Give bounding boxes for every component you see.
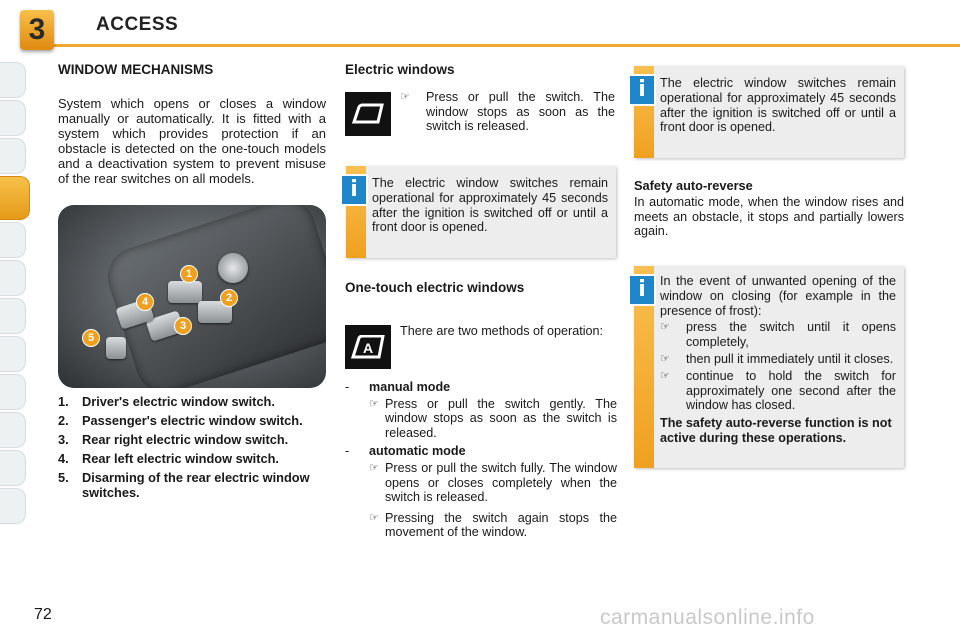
info-box-frost [634,266,904,468]
section-heading-window-mechanisms: WINDOW MECHANISMS [58,62,214,77]
chapter-tab[interactable] [0,488,26,524]
header-rule [40,44,960,47]
section-heading-electric-windows: Electric windows [345,62,455,77]
photo-label: 2 [220,289,238,307]
electric-bullet: ☞ Press or pull the switch. The window stops as soon as the switch is released. [400,90,615,134]
photo-label: 4 [136,293,154,311]
automatic-mode-text: ☞ Press or pull the switch fully. The window opens or closes completely when the switch is released. [369,460,617,505]
legend-item: 3. Rear right electric window switch. [58,432,289,447]
photo-label: 3 [174,317,192,335]
manual-mode-label: manual mode [369,380,451,394]
info-icon: i [628,274,656,306]
info-icon: i [340,174,368,206]
chapter-tab[interactable] [0,336,26,372]
manual-mode-text: ☞ Press or pull the switch gently. The window stops as soon as the switch is released. [369,396,617,440]
chapter-tab[interactable] [0,374,26,410]
chapter-tab[interactable] [0,100,26,136]
photo-legend [58,394,330,504]
watermark: carmanualsonline.info [600,606,815,629]
frost-intro: In the event of unwanted opening of the window on closing (for example in the presence of frost): [660,274,896,318]
page-number: 72 [34,606,52,623]
mirror-knob [218,253,248,283]
switch-5 [106,337,126,359]
chapter-tab-active[interactable] [0,176,30,220]
switch-panel-photo [58,205,326,388]
frost-warning: The safety auto-reverse function is not active during these operations. [660,416,892,445]
frost-step: ☞ press the switch until it opens completely, [660,320,896,350]
frost-step: ☞ continue to hold the switch for approximately one second after the window has closed. [660,368,896,413]
chapter-tab[interactable] [0,62,26,98]
photo-label: 5 [82,329,100,347]
chapter-tab[interactable] [0,138,26,174]
chapter-tab[interactable] [0,222,26,258]
legend-item: 4. Rear left electric window switch. [58,451,279,466]
svg-text:A: A [362,340,374,356]
switch-panel [100,205,326,388]
chapter-tab[interactable] [0,260,26,296]
chapter-tab[interactable] [0,450,26,486]
switch-1 [168,281,202,303]
one-touch-switch-icon [345,325,391,369]
safety-text: In automatic mode, when the window rises and meets an obstacle, it stops and partially lowers again. [634,195,904,239]
automatic-mode-label: automatic mode [369,444,466,459]
chapter-tab[interactable] [0,298,26,334]
mode-list: - manual mode ☞ Press or pull the switch gently. The window stops as soon as the switch is released. - automatic mode ☞ Press or pull the switch fully. The window opens or closes completely when the switch is released. ☞ Pressing the switch again stops the movement of the window. [345,380,617,540]
legend-item: 1. Driver's electric window switch. [58,394,275,409]
legend-item: 5. Disarming of the rear electric window switches. [58,470,310,500]
photo-label: 1 [180,265,198,283]
frost-step: ☞ then pull it immediately until it closes. [660,351,894,366]
one-touch-intro: There are two methods of operation: [400,324,604,338]
intro-paragraph: System which opens or closes a window manually or automatically. It is fitted with a system which provides protection if an obstacle is detected on the one-touch models and a deactivation system to prevent misuse of the rear switches on all models. [58,96,326,186]
automatic-mode-stop: ☞ Pressing the switch again stops the movement of the window. [369,510,617,540]
section-heading-one-touch: One-touch electric windows [345,280,525,295]
chapter-badge: 3 [20,10,54,50]
page-title: ACCESS [96,14,179,35]
bullet-hand-icon: ☞ [400,90,410,103]
legend-item: 2. Passenger's electric window switch. [58,413,303,428]
info-box-operational: i The electric window switches remain operational for approximately 45 seconds after the ignition is switched off or until a front door is opened. [346,166,616,258]
safety-heading: Safety auto-reverse [634,178,753,193]
info-icon: i [628,74,656,106]
info-box-operational-right: i The electric window switches remain operational for approximately 45 seconds after the ignition is switched off or until a front door is opened. [634,66,904,158]
chapter-tab[interactable] [0,412,26,448]
chapter-tabs [0,62,30,526]
window-switch-icon [345,92,391,136]
